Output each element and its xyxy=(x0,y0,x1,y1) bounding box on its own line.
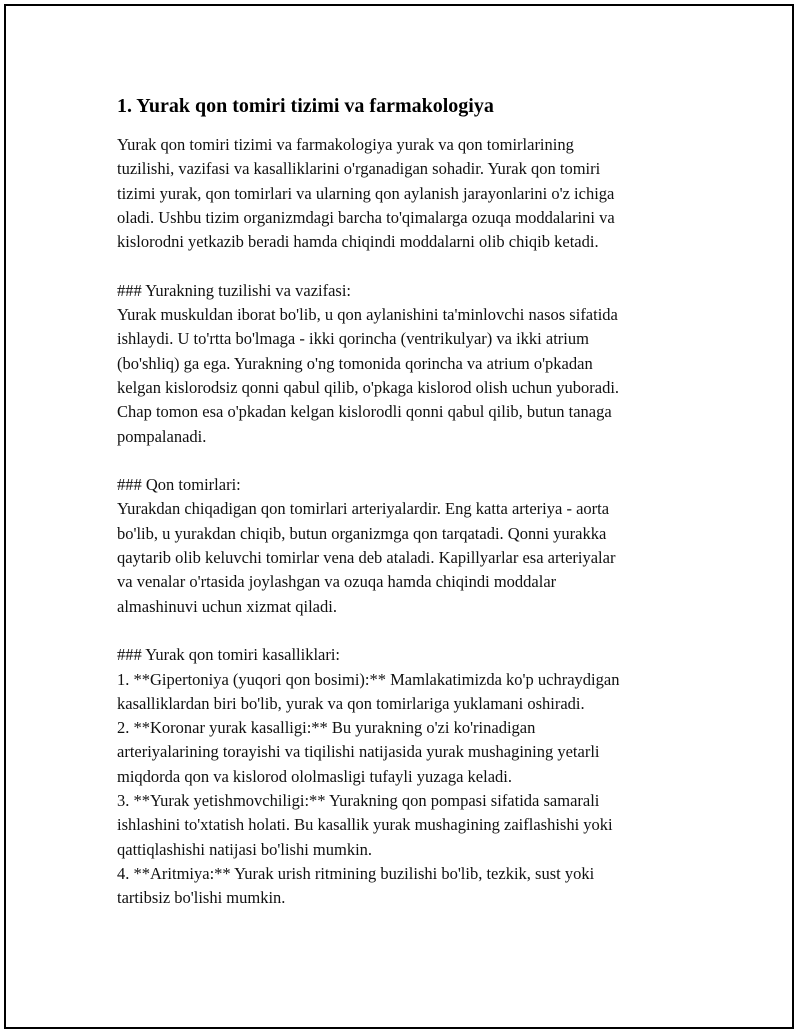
section-line: 1. **Gipertoniya (yuqori qon bosimi):** Mamlakatimizda ko'p uchraydigan xyxy=(117,669,620,689)
section-heading: ### Qon tomirlari: xyxy=(117,475,241,495)
section-line: almashinuvi uchun xizmat qiladi. xyxy=(117,596,337,616)
document-title: 1. Yurak qon tomiri tizimi va farmakologiya xyxy=(117,95,494,117)
section-line: tartibsiz bo'lishi mumkin. xyxy=(117,888,286,908)
intro-line: tuzilishi, vazifasi va kasalliklarini o'rganadigan sohadir. Yurak qon tomiri xyxy=(117,159,601,179)
section-line: Chap tomon esa o'pkadan kelgan kislorodli qonni qabul qilib, butun tanaga xyxy=(117,402,612,422)
section-line: ishlashini to'xtatish holati. Bu kasallik yurak mushagining zaiflashishi yoki xyxy=(117,815,613,835)
section-line: Yurak muskuldan iborat bo'lib, u qon aylanishini ta'minlovchi nasos sifatida xyxy=(117,305,618,325)
intro-line: Yurak qon tomiri tizimi va farmakologiya yurak va qon tomirlarining xyxy=(117,135,574,154)
section-line: 3. **Yurak yetishmovchiligi:** Yurakning qon pompasi sifatida samarali xyxy=(117,791,600,811)
section-line: arteriyalarining torayishi va tiqilishi natijasida yurak mushagining yetarli xyxy=(117,742,600,762)
section-line: miqdorda qon va kislorod ololmasligi tufayli yuzaga keladi. xyxy=(117,766,513,786)
section-heart-structure xyxy=(117,279,697,449)
section-diseases xyxy=(117,643,697,910)
section-line: pompalanadi. xyxy=(117,426,207,446)
section-blood-vessels xyxy=(117,473,697,619)
section-line: ishlaydi. U to'rtta bo'lmaga - ikki qorincha (ventrikulyar) va ikki atrium xyxy=(117,329,589,349)
section-line: kasalliklardan biri bo'lib, yurak va qon tomirlariga yuklamani oshiradi. xyxy=(117,693,585,713)
section-line: 4. **Aritmiya:** Yurak urish ritmining buzilishi bo'lib, tezkik, sust yoki xyxy=(117,863,595,883)
section-line: va venalar o'rtasida joylashgan va ozuqa hamda chiqindi moddalar xyxy=(117,572,557,592)
section-line: qaytarib olib keluvchi tomirlar vena deb ataladi. Kapillyarlar esa arteriyalar xyxy=(117,548,616,568)
section-line: 2. **Koronar yurak kasalligi:** Bu yurakning o'zi ko'rinadigan xyxy=(117,718,536,738)
section-heading: ### Yurakning tuzilishi va vazifasi: xyxy=(117,280,352,300)
intro-line: kislorodni yetkazib beradi hamda chiqindi moddalarni olib chiqib ketadi. xyxy=(117,232,599,252)
section-line: qattiqlashishi natijasi bo'lishi mumkin. xyxy=(117,839,373,859)
intro-line: tizimi yurak, qon tomirlari va ularning qon aylanish jarayonlarini o'z ichiga xyxy=(117,183,615,203)
section-line: bo'lib, u yurakdan chiqib, butun organizmga qon tarqatadi. Qonni yurakka xyxy=(117,523,607,543)
section-heading: ### Yurak qon tomiri kasalliklari: xyxy=(117,645,341,665)
section-line: (bo'shliq) ga ega. Yurakning o'ng tomonida qorincha va atrium o'pkadan xyxy=(117,353,593,373)
section-line: kelgan kislorodsiz qonni qabul qilib, o'pkaga kislorod olish uchun yuboradi. xyxy=(117,377,620,397)
section-line: Yurakdan chiqadigan qon tomirlari arteriyalardir. Eng katta arteriya - aorta xyxy=(117,499,610,519)
intro-line: oladi. Ushbu tizim organizmdagi barcha to'qimalarga ozuqa moddalarini va xyxy=(117,207,615,227)
intro-paragraph xyxy=(117,133,697,254)
document-body xyxy=(117,93,697,911)
